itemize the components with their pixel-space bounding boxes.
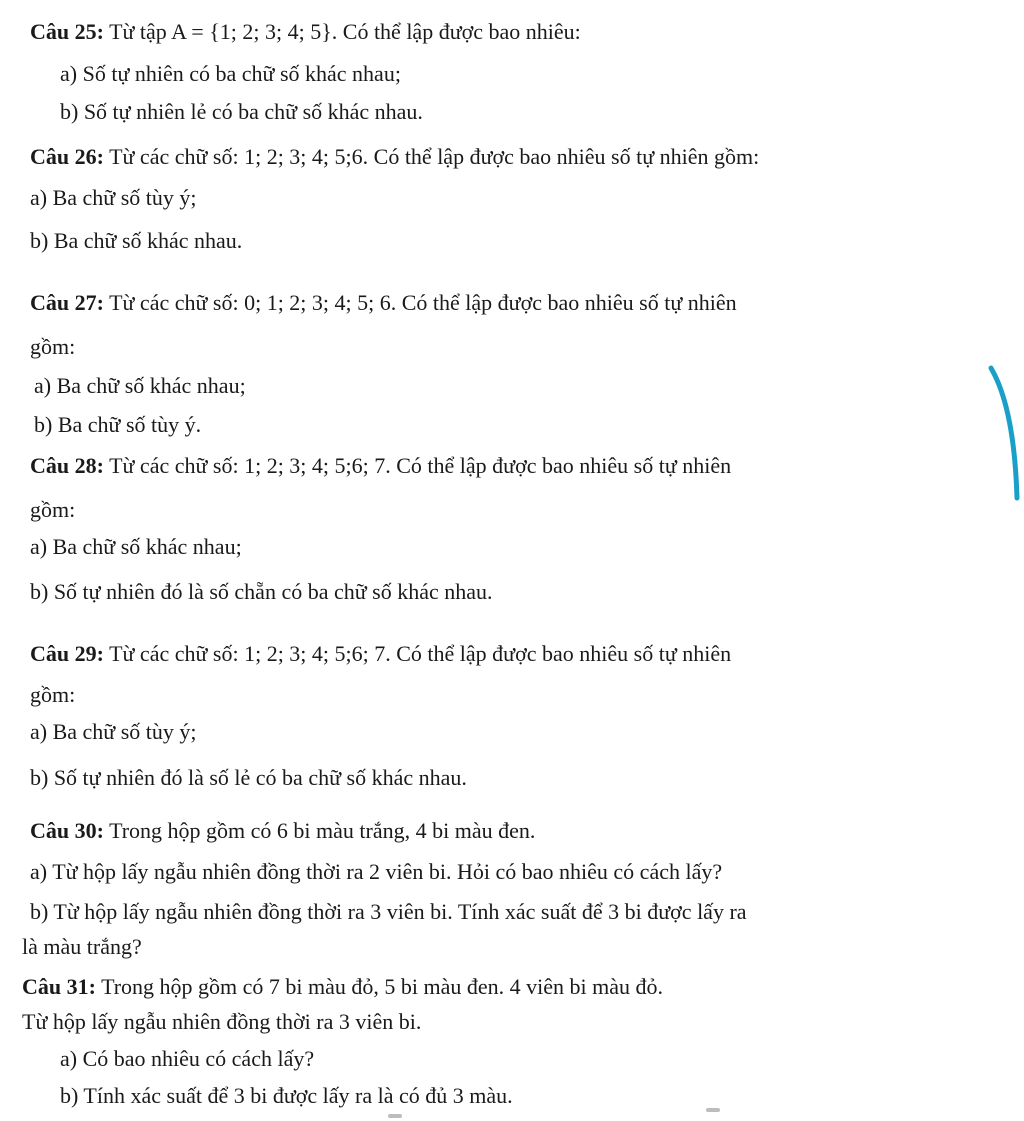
question-text: Trong hộp gồm có 6 bi màu trắng, 4 bi màu đen.	[109, 818, 536, 843]
question-label: Câu 30:	[30, 818, 104, 843]
question-31	[22, 973, 663, 1001]
question-text-continued: . Có thể lập được bao nhiêu:	[331, 19, 581, 44]
question-25	[30, 18, 581, 46]
list-item-continued: là màu trắng?	[22, 934, 142, 959]
list-item: a) Ba chữ số khác nhau;	[30, 534, 242, 559]
scan-smudge	[706, 1108, 720, 1112]
question-label: Câu 29:	[30, 641, 104, 666]
question-29	[30, 640, 731, 668]
question-text: Từ các chữ số: 0; 1; 2; 3; 4; 5; 6. Có thể lập được bao nhiêu số tự nhiên	[109, 290, 737, 315]
question-text-continued: gồm:	[30, 497, 76, 522]
list-item: b) Tính xác suất để 3 bi được lấy ra là có đủ 3 màu.	[60, 1083, 513, 1108]
list-item: b) Số tự nhiên đó là số lẻ có ba chữ số khác nhau.	[30, 765, 467, 790]
scan-smudge	[388, 1114, 402, 1118]
question-30	[30, 817, 535, 845]
list-item: a) Có bao nhiêu có cách lấy?	[60, 1046, 315, 1071]
list-item: b) Ba chữ số tùy ý.	[34, 412, 202, 437]
question-text-continued: gồm:	[30, 334, 76, 359]
question-label: Câu 28:	[30, 453, 104, 478]
list-item: a) Từ hộp lấy ngẫu nhiên đồng thời ra 2 viên bi. Hỏi có bao nhiêu có cách lấy?	[30, 859, 723, 884]
question-text: Trong hộp gồm có 7 bi màu đỏ, 5 bi màu đen. 4 viên bi màu đỏ.	[101, 974, 664, 999]
question-label: Câu 26:	[30, 144, 104, 169]
question-label: Câu 25:	[30, 19, 104, 44]
set-notation: A = {1; 2; 3; 4; 5}	[171, 19, 332, 44]
question-text-continued: Từ hộp lấy ngẫu nhiên đồng thời ra 3 viên bi.	[22, 1009, 422, 1034]
pen-stroke-mark	[985, 362, 1024, 502]
question-28	[30, 452, 731, 480]
list-item: a) Ba chữ số khác nhau;	[34, 373, 246, 398]
list-item: a) Ba chữ số tùy ý;	[30, 719, 197, 744]
list-item: b) Từ hộp lấy ngẫu nhiên đồng thời ra 3 viên bi. Tính xác suất để 3 bi được lấy ra	[30, 899, 747, 924]
list-item: a) Số tự nhiên có ba chữ số khác nhau;	[60, 61, 401, 86]
question-text: Từ các chữ số: 1; 2; 3; 4; 5;6; 7. Có thể lập được bao nhiêu số tự nhiên	[109, 453, 732, 478]
question-label: Câu 27:	[30, 290, 104, 315]
question-text: Từ tập	[109, 19, 167, 44]
question-26	[30, 143, 759, 171]
list-item: a) Ba chữ số tùy ý;	[30, 185, 197, 210]
list-item: b) Ba chữ số khác nhau.	[30, 228, 243, 253]
question-label: Câu 31:	[22, 974, 96, 999]
list-item: b) Số tự nhiên lẻ có ba chữ số khác nhau.	[60, 99, 423, 124]
question-text: Từ các chữ số: 1; 2; 3; 4; 5;6. Có thể lập được bao nhiêu số tự nhiên gồm:	[109, 144, 760, 169]
question-text-continued: gồm:	[30, 682, 76, 707]
question-27	[30, 289, 737, 317]
question-text: Từ các chữ số: 1; 2; 3; 4; 5;6; 7. Có thể lập được bao nhiêu số tự nhiên	[109, 641, 732, 666]
list-item: b) Số tự nhiên đó là số chẵn có ba chữ số khác nhau.	[30, 579, 493, 604]
